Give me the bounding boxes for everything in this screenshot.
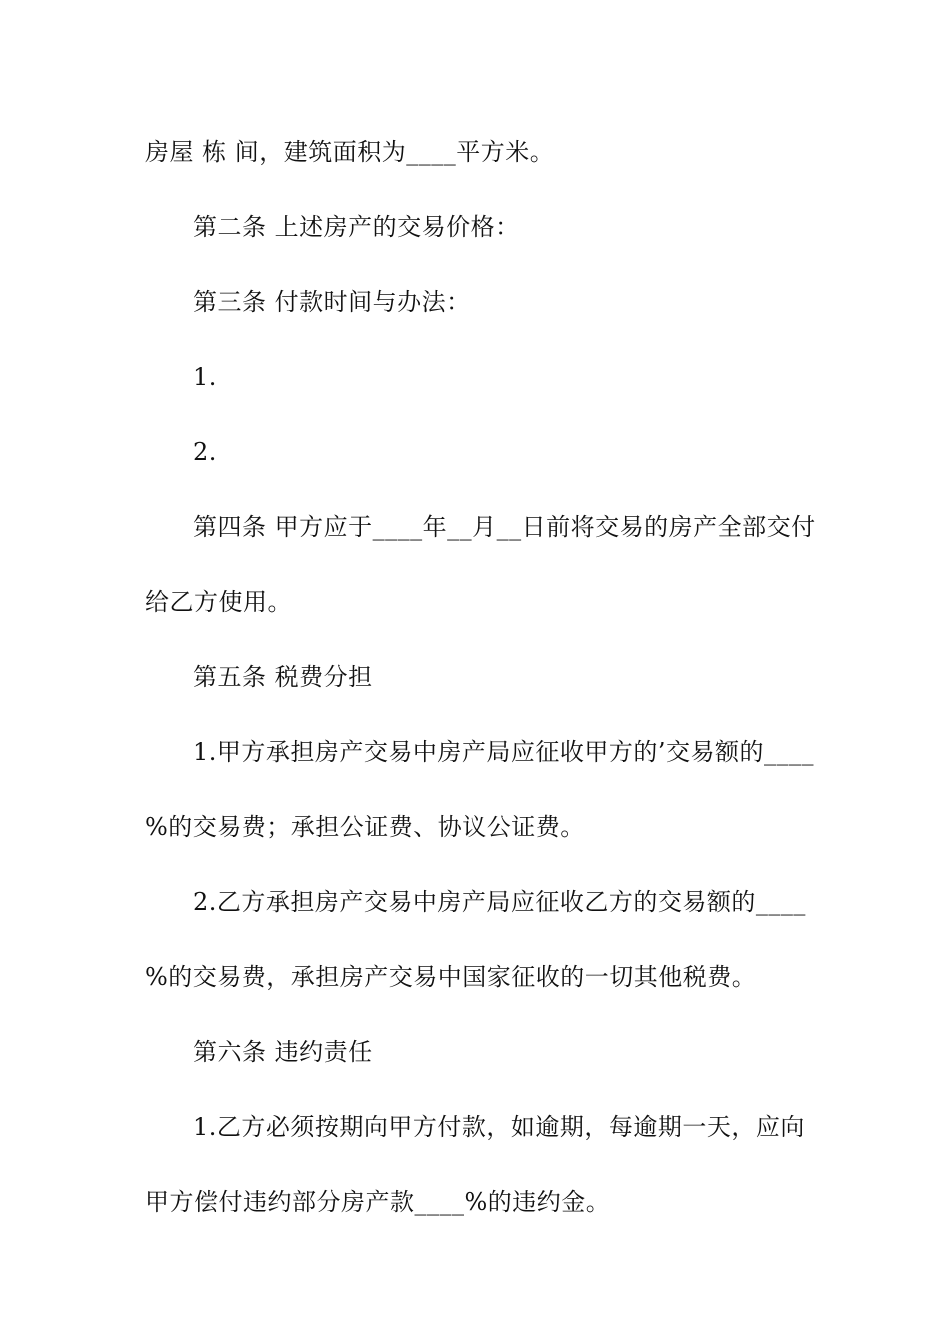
article-5-item-2: 2.乙方承担房产交易中房产局应征收乙方的交易额的____ <box>193 888 806 916</box>
text-line-area: 房屋 栋 间，建筑面积为____平方米。 <box>145 138 555 166</box>
article-6-heading: 第六条 违约责任 <box>193 1038 373 1066</box>
article-5-item-1: 1.甲方承担房产交易中房产局应征收甲方的’交易额的____ <box>193 738 815 766</box>
article-6-item-1: 1.乙方必须按期向甲方付款，如逾期，每逾期一天，应向 <box>193 1113 805 1141</box>
article-3-heading: 第三条 付款时间与办法： <box>193 288 471 316</box>
article-3-item-2: 2. <box>193 438 217 466</box>
article-5-item-2-cont: %的交易费，承担房产交易中国家征收的一切其他税费。 <box>145 963 757 991</box>
article-5-item-1-cont: %的交易费；承担公证费、协议公证费。 <box>145 813 585 841</box>
article-3-item-1: 1. <box>193 363 217 391</box>
article-2-heading: 第二条 上述房产的交易价格： <box>193 213 520 241</box>
article-6-item-1-cont: 甲方偿付违约部分房产款____%的违约金。 <box>145 1188 611 1216</box>
article-5-heading: 第五条 税费分担 <box>193 663 373 691</box>
article-4-text-cont: 给乙方使用。 <box>145 588 292 616</box>
article-4-text: 第四条 甲方应于____年__月__日前将交易的房产全部交付 <box>193 513 816 541</box>
